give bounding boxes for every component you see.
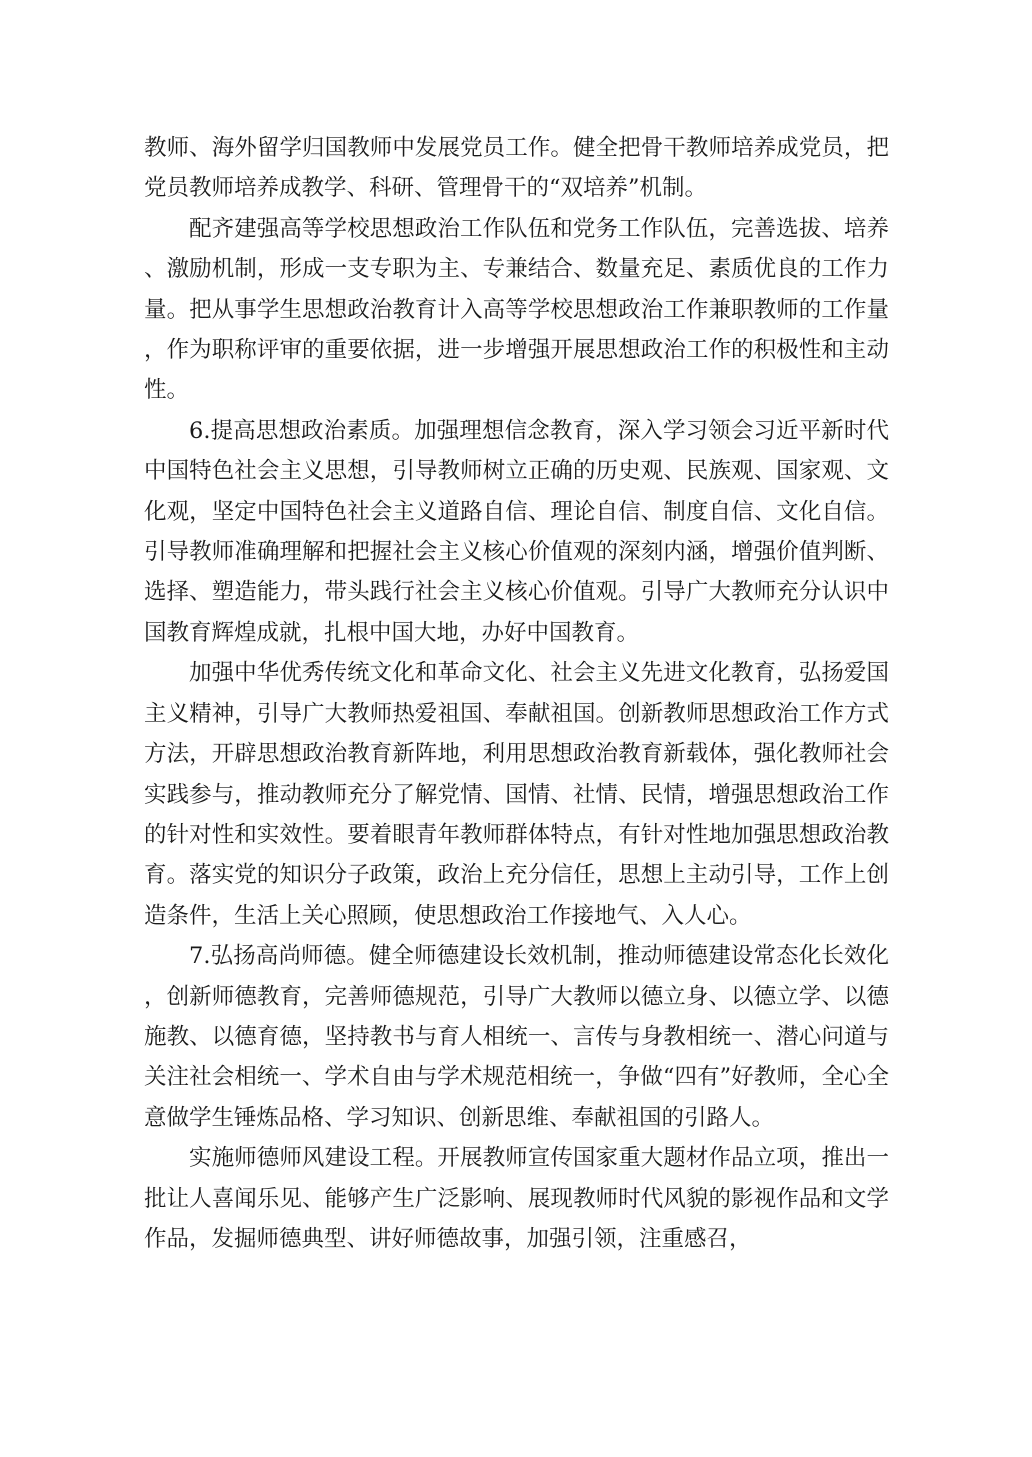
paragraph-3: 6.提高思想政治素质。加强理想信念教育，深入学习领会习近平新时代中国特色社会主义思想，引导教师树立正确的历史观、民族观、国家观、文化观，坚定中国特色社会主义道路自信、理论自信、制度自信、文化自信。引导教师准确理解和把握社会主义核心价值观的深刻内涵，增强价值判断、选择、塑造能力，带头践行社会主义核心价值观。引导广大教师充分认识中国教育辉煌成就，扎根中国大地，办好中国教育。 [144,417,889,646]
document-body [144,128,889,1259]
paragraph-2: 配齐建强高等学校思想政治工作队伍和党务工作队伍，完善选拔、培养、激励机制，形成一支专职为主、专兼结合、数量充足、素质优良的工作力量。把从事学生思想政治教育计入高等学校思想政治工作兼职教师的工作量，作为职称评审的重要依据，进一步增强开展思想政治工作的积极性和主动性。 [144,215,889,404]
paragraph-6: 实施师德师风建设工程。开展教师宣传国家重大题材作品立项，推出一批让人喜闻乐见、能够产生广泛影响、展现教师时代风貌的影视作品和文学作品，发掘师德典型、讲好师德故事，加强引领，注重感召， [144,1145,889,1252]
paragraph-5: 7.弘扬高尚师德。健全师德建设长效机制，推动师德建设常态化长效化，创新师德教育，完善师德规范，引导广大教师以德立身、以德立学、以德施教、以德育德，坚持教书与育人相统一、言传与身教相统一、潜心问道与关注社会相统一、学术自由与学术规范相统一，争做“四有”好教师，全心全意做学生锤炼品格、学习知识、创新思维、奉献祖国的引路人。 [144,943,889,1131]
paragraph-4: 加强中华优秀传统文化和革命文化、社会主义先进文化教育，弘扬爱国主义精神，引导广大教师热爱祖国、奉献祖国。创新教师思想政治工作方式方法，开辟思想政治教育新阵地，利用思想政治教育新载体，强化教师社会实践参与，推动教师充分了解党情、国情、社情、民情，增强思想政治工作的针对性和实效性。要着眼青年教师群体特点，有针对性地加强思想政治教育。落实党的知识分子政策，政治上充分信任，思想上主动引导，工作上创造条件，生活上关心照顾，使思想政治工作接地气、入人心。 [144,660,889,929]
paragraph-1: 教师、海外留学归国教师中发展党员工作。健全把骨干教师培养成党员，把党员教师培养成教学、科研、管理骨干的“双培养”机制。 [144,135,889,202]
